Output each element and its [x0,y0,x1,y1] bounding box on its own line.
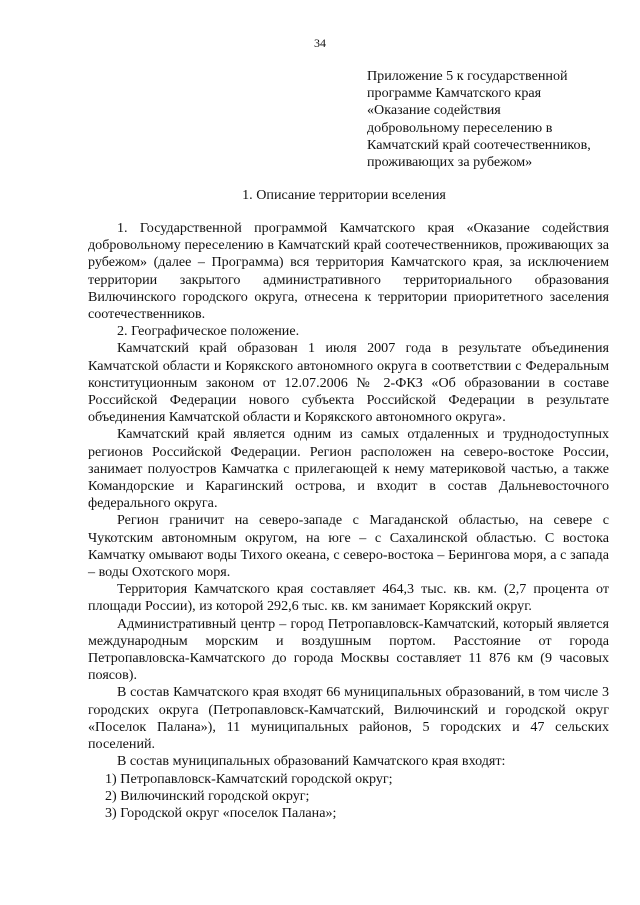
page-number: 34 [314,36,326,50]
list-item: 2) Вилючинский городской округ; [105,787,310,804]
appendix-line: программе Камчатского края [367,85,542,102]
appendix-line: «Оказание содействия [367,102,501,119]
paragraph: Камчатский край является одним из самых отдаленных и труднодоступных регионов Российской Федерации. Регион расположен на северо-востоке России, занимает полуостров Камчатка с прилегающей к нему материковой частью, а также Командорские и Карагинский острова, и входит в состав Дальневосточного федерального округа. [88,426,609,512]
list-item: 3) Городской округ «поселок Палана»; [105,804,337,821]
paragraph: Административный центр – город Петропавловск-Камчатский, который является международным морским и воздушным портом. Расстояние от города Петропавловска-Камчатского до города Москвы составляет 11 876 км (9 часовых поясов). [88,615,609,684]
appendix-line: проживающих за рубежом» [367,154,533,171]
paragraph: 2. Географическое положение. [117,323,300,340]
appendix-header [367,68,610,171]
document-body [88,220,609,822]
paragraph: Регион граничит на северо-западе с Магаданской областью, на севере с Чукотским автономным округом, на юге – с Сахалинской областью. С востока Камчатку омывают воды Тихого океана, с северо-востока – Берингова моря, а с запада – воды Охотского моря. [88,512,609,581]
section-title: 1. Описание территории вселения [242,187,446,203]
paragraph: 1. Государственной программой Камчатского края «Оказание содействия добровольному переселению в Камчатский край соотечественников, проживающих за рубежом» (далее – Программа) вся территория Камчатского края, за исключением территории закрытого административного территориального образования Вилючинского городского округа, отнесена к территории приоритетного заселения соотечественников. [88,220,609,323]
appendix-line: Камчатский край соотечественников, [367,136,591,153]
paragraph: Камчатский край образован 1 июля 2007 года в результате объединения Камчатской области и Корякского автономного округа в соответствии с Федеральным конституционным законом от 12.07.2006 № 2-ФКЗ «Об образовании в составе Российской Федерации нового субъекта Российской Федерации в результате объединения Камчатской области и Корякского автономного округа». [88,340,609,426]
paragraph: Территория Камчатского края составляет 464,3 тыс. кв. км. (2,7 процента от площади России), из которой 292,6 тыс. кв. км занимает Корякский округ. [88,581,609,615]
appendix-line: Приложение 5 к государственной [367,68,568,84]
paragraph: В состав муниципальных образований Камчатского края входят: [117,753,506,770]
list-item: 1) Петропавловск-Камчатский городской округ; [105,770,393,787]
paragraph: В состав Камчатского края входят 66 муниципальных образований, в том числе 3 городских округа (Петропавловск-Камчатский, Вилючинский и городской округ «Поселок Палана»), 11 муниципальных районов, 5 городских и 47 сельских поселений. [88,684,609,753]
appendix-line: добровольному переселению в [367,119,553,136]
